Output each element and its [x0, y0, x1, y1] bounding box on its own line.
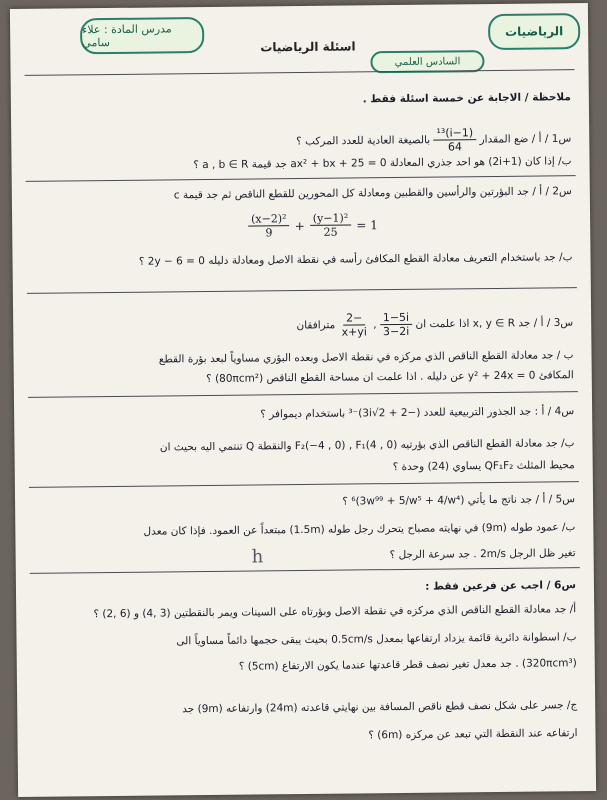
q2-n1: (x−2)²: [248, 212, 290, 226]
exam-note: ملاحظة / الاجابة عن خمسة اسئلة فقط .: [362, 91, 571, 106]
q1-a-num: (1−i)¹³: [433, 126, 476, 140]
q2-d2: 25: [323, 225, 338, 239]
q3-f1-den: x+yi: [341, 325, 367, 339]
q6-b1: ب/ اسطوانة دائرية قائمة يزداد ارتفاعها بمعدل 0.5cm/s بحيث يبقى حجمها دائماً مساوياً الى: [176, 631, 577, 648]
q4-a: س4 / أ : جد الجذور التربيعية للعدد (−2 + 2√3i)⁻³ باستخدام ديموافر ؟: [260, 405, 575, 421]
q6-b2: (320πcm³) . جد معدل تغير نصف قطر قاعدتها عندما يكون الارتفاع (5cm) ؟: [238, 657, 577, 673]
q2-frac-2: [310, 211, 352, 238]
divider: [29, 481, 579, 488]
q2-n2: (y−1)²: [310, 211, 352, 225]
q2-b: ب/ جد باستخدام التعريف معادلة القطع المكافئ رأسه في نقطة الاصل ومعادلة دليله 2y − 6 = 0 ؟: [138, 251, 573, 268]
grade-stamp: السادس العلمي: [370, 50, 484, 73]
divider: [26, 175, 576, 182]
q3-a-rest: مترافقان: [296, 319, 336, 332]
header: [10, 3, 589, 71]
q3-f2-num: 1−5i: [380, 311, 412, 325]
q6-c1: ج/ جسر على شكل نصف قطع ناقص المسافة بين نهايتي قاعدته (24m) وارتفاعه (9m) جد: [182, 699, 578, 716]
exam-title: اسئلة الرياضيات: [260, 39, 356, 55]
q5-a: س5 / أ / جد ناتج ما يأتي (3w⁹⁹ + 5/w⁵ + 4/w⁴)⁶ ؟: [342, 493, 576, 508]
q6-c2: ارتفاعه عند النقطة التي تبعد عن مركزه (6m) ؟: [368, 727, 578, 742]
q2-frac-1: [248, 212, 290, 239]
subject-stamp: الرياضيات: [488, 13, 580, 50]
q3-frac-2: [338, 311, 370, 338]
q2-a: س2 / أ / جد البؤرتين والرأسين والقطبين ومعادلة كل المحورين للقطع الناقص ثم جد قيمة c: [173, 185, 572, 202]
divider: [30, 567, 580, 574]
q5-b1: ب/ عمود طوله (9m) في نهايته مصباح يتحرك رجل طوله (1.5m) مبتعداً عن العمود. فإذا كان معدل: [143, 521, 576, 538]
q5-b2: تغير ظل الرجل 2m/s . جد سرعة الرجل ؟: [389, 547, 576, 562]
q3-a-label: س3 / أ / جد x, y ∈ R اذا علمت ان: [415, 316, 574, 331]
q1-a: [31, 125, 571, 158]
q3-f2-den: 3−2i: [382, 324, 410, 339]
q1-b: ب/ إذا كان (1+2i) هو احد جذري المعادلة ax² + bx + 25 = 0 جد قيمة a , b ∈ R ؟: [193, 155, 572, 172]
q3-b2: المكافئ y² + 24x = 0 عن دليله . اذا علمت ان مساحة القطع الناقص (80πcm²) ؟: [206, 369, 574, 386]
divider: [28, 391, 578, 398]
plus-sign: +: [294, 218, 305, 234]
q2-equation: [248, 211, 378, 239]
divider: [27, 287, 577, 294]
q3-a: س3 / أ / جد x, y ∈ R اذا علمت ان $\frac{1-5i}{3-2i}$ , $\frac{-2}{x+yi}$ مترافقان: [296, 310, 574, 339]
q2-d1: 9: [265, 226, 273, 240]
q1-a-label: س1 / أ / ضع المقدار: [479, 132, 572, 146]
q4-b2: محيط المثلث QF₁F₂ يساوي (24) وحدة ؟: [392, 459, 575, 474]
divider: [25, 69, 575, 76]
q3-f1-num: −2: [343, 311, 365, 325]
q1-a-fraction: [433, 126, 476, 153]
q3-frac-1: [380, 311, 413, 338]
q1-a-rest: بالصيغة العادية للعدد المركب ؟: [296, 134, 431, 148]
q6-a: أ/ جد معادلة القطع الناقص الذي مركزه في نقطة الاصل وبؤرتاه على السينات ويمر بالنقطتين (3 ,4) و (6 ,2) ؟: [93, 603, 577, 621]
q3-b1: ب / جد معادلة القطع الناقص الذي مركزه في نقطة الاصل وبعده البؤري مساوياً لبعد بؤرة القطع: [158, 349, 574, 366]
handwritten-mark: h: [251, 546, 264, 568]
q1-a-den: 64: [447, 140, 463, 154]
exam-sheet: [10, 3, 596, 797]
q2-rhs: = 1: [356, 218, 378, 233]
q6-head: س6 / اجب عن فرعين فقط :: [425, 579, 577, 593]
teacher-stamp: مدرس المادة : علاء سامي: [80, 17, 204, 54]
q4-b1: ب/ جد معادلة القطع الناقص الذي بؤرتيه F₂(−4 , 0) , F₁(4 , 0) والنقطة Q تنتمي اليه بحيث ان: [159, 437, 575, 454]
